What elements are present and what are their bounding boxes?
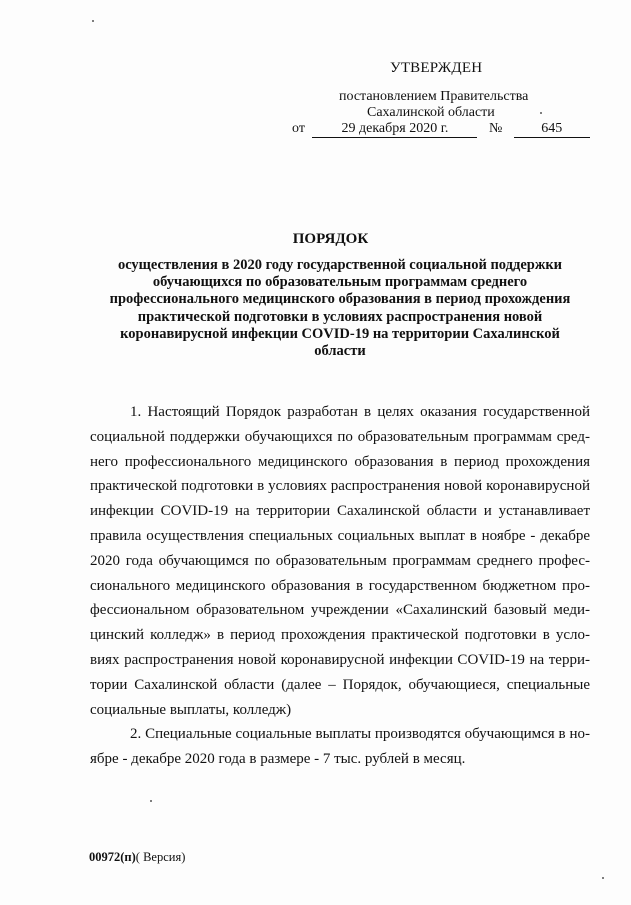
paragraph-1-line: 2020 года обучающимся по образовательным программам среднего профес- xyxy=(90,552,590,569)
approval-date-row xyxy=(292,121,590,138)
subtitle-line: профессионального медицинского образования в период прохождения xyxy=(109,291,571,308)
paragraph-1-line: практической подготовки в условиях распространения новой коронавирусной xyxy=(90,478,590,495)
paragraph-1-line: социальной поддержки обучающихся по образовательным программам сред- xyxy=(90,428,590,445)
document-body xyxy=(90,400,590,772)
subtitle-line: практической подготовки в условиях распространения новой xyxy=(137,308,543,325)
paragraph-1-line: фессиональном образовательном учреждении «Сахалинский базовый меди- xyxy=(90,602,590,619)
paragraph-2-line: 2. Специальные социальные выплаты производятся обучающимся в но- xyxy=(130,726,590,743)
scan-speck xyxy=(92,20,94,22)
paragraph-1-line: инфекции COVID-19 на территории Сахалинской области и устанавливает xyxy=(90,503,590,520)
paragraph-2-line: ябре - декабре 2020 года в размере - 7 тыс. рублей в месяц. xyxy=(90,751,466,768)
document-subtitle xyxy=(95,257,585,360)
subtitle-line: осуществления в 2020 году государственной социальной поддержки xyxy=(117,257,563,273)
paragraph-1-line: правила осуществления специальных социальных выплат в ноябре - декабре xyxy=(90,527,590,544)
paragraph-1-line: тории Сахалинской области (далее – Порядок, обучающиеся, специальные xyxy=(90,676,590,693)
paragraph-1-line: сионального медицинского образования в государственном бюджетном про- xyxy=(90,577,590,594)
paragraph-1-line: виях распространения новой коронавирусной инфекции COVID-19 на терри- xyxy=(90,651,590,668)
approval-title: УТВЕРЖДЕН xyxy=(390,60,483,76)
approval-authority: постановлением Правительства xyxy=(339,89,529,104)
scan-speck xyxy=(602,877,604,879)
approval-date: 29 декабря 2020 г. xyxy=(312,121,477,138)
paragraph-1-line: цинский колледж» в период прохождения практической подготовки в усло- xyxy=(90,627,590,644)
scan-speck xyxy=(150,800,152,802)
number-label: № xyxy=(488,121,503,136)
document-version: ( Версия) xyxy=(135,850,186,864)
paragraph-1-line: социальные выплаты, колледж) xyxy=(90,701,292,718)
subtitle-line: коронавирусной инфекции COVID-19 на территории Сахалинской xyxy=(120,325,560,342)
date-label: от xyxy=(292,121,305,136)
document-code: 00972(п) xyxy=(89,850,136,864)
scan-speck xyxy=(540,112,542,114)
approval-region: Сахалинской области xyxy=(367,105,495,120)
paragraph-1-line: него профессионального медицинского образования в период прохождения xyxy=(90,453,590,470)
paragraph-1-line: 1. Настоящий Порядок разработан в целях оказания государственной xyxy=(130,404,590,420)
document-footer xyxy=(89,850,185,865)
approval-number: 645 xyxy=(514,121,590,138)
document-title: ПОРЯДОК xyxy=(292,231,369,247)
subtitle-line: области xyxy=(314,343,366,360)
subtitle-line: обучающихся по образовательным программам среднего xyxy=(152,274,528,291)
